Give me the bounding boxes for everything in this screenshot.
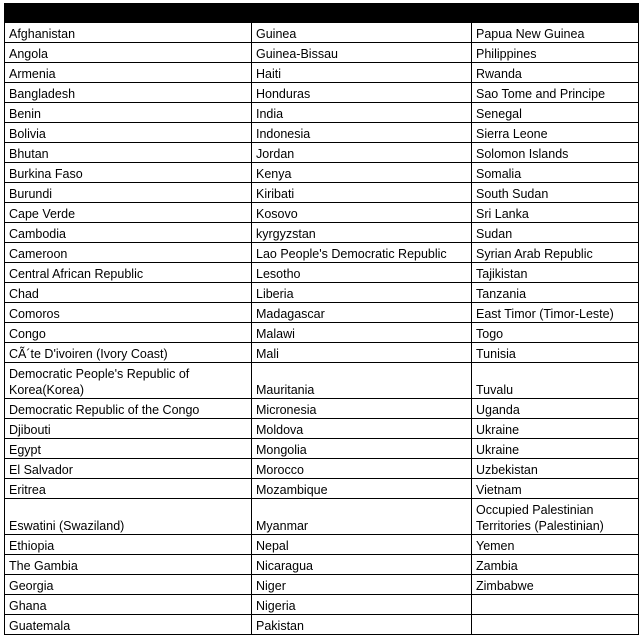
table-row bbox=[5, 243, 639, 263]
country-cell: Myanmar bbox=[252, 499, 472, 535]
table-row bbox=[5, 103, 639, 123]
country-cell: Niger bbox=[252, 575, 472, 595]
country-cell: Egypt bbox=[5, 439, 252, 459]
country-cell: Burundi bbox=[5, 183, 252, 203]
table-row bbox=[5, 535, 639, 555]
country-cell: Kiribati bbox=[252, 183, 472, 203]
table-row bbox=[5, 123, 639, 143]
country-cell: Bangladesh bbox=[5, 83, 252, 103]
table-row bbox=[5, 555, 639, 575]
country-cell: Djibouti bbox=[5, 419, 252, 439]
table-row bbox=[5, 499, 639, 535]
country-cell: Chad bbox=[5, 283, 252, 303]
table-row bbox=[5, 615, 639, 635]
country-cell: Democratic People's Republic of Korea(Korea) bbox=[5, 363, 252, 399]
table-body bbox=[5, 23, 639, 635]
country-cell bbox=[472, 615, 639, 635]
country-cell: Lao People's Democratic Republic bbox=[252, 243, 472, 263]
country-cell: El Salvador bbox=[5, 459, 252, 479]
country-cell: Guatemala bbox=[5, 615, 252, 635]
country-cell: Cambodia bbox=[5, 223, 252, 243]
country-cell: Malawi bbox=[252, 323, 472, 343]
country-cell: East Timor (Timor-Leste) bbox=[472, 303, 639, 323]
country-cell: Congo bbox=[5, 323, 252, 343]
table-row bbox=[5, 283, 639, 303]
country-cell: Haiti bbox=[252, 63, 472, 83]
table-row bbox=[5, 399, 639, 419]
country-cell: Burkina Faso bbox=[5, 163, 252, 183]
header-cell bbox=[252, 4, 472, 23]
country-cell: Philippines bbox=[472, 43, 639, 63]
country-cell: Ethiopia bbox=[5, 535, 252, 555]
country-cell: South Sudan bbox=[472, 183, 639, 203]
table-row bbox=[5, 23, 639, 43]
country-cell bbox=[472, 595, 639, 615]
country-cell: Togo bbox=[472, 323, 639, 343]
table-row bbox=[5, 343, 639, 363]
country-cell: Micronesia bbox=[252, 399, 472, 419]
country-cell: Nigeria bbox=[252, 595, 472, 615]
country-cell: Nicaragua bbox=[252, 555, 472, 575]
country-cell: Morocco bbox=[252, 459, 472, 479]
table-row bbox=[5, 363, 639, 399]
country-cell: Bhutan bbox=[5, 143, 252, 163]
country-cell: Kenya bbox=[252, 163, 472, 183]
country-cell: Cameroon bbox=[5, 243, 252, 263]
country-cell: Guinea bbox=[252, 23, 472, 43]
table-row bbox=[5, 303, 639, 323]
table-row bbox=[5, 479, 639, 499]
table-row bbox=[5, 83, 639, 103]
country-cell: Solomon Islands bbox=[472, 143, 639, 163]
country-cell: Mauritania bbox=[252, 363, 472, 399]
country-cell: Angola bbox=[5, 43, 252, 63]
country-cell: Papua New Guinea bbox=[472, 23, 639, 43]
country-cell: Democratic Republic of the Congo bbox=[5, 399, 252, 419]
country-cell: Tajikistan bbox=[472, 263, 639, 283]
country-cell: Lesotho bbox=[252, 263, 472, 283]
table-row bbox=[5, 223, 639, 243]
country-cell: Central African Republic bbox=[5, 263, 252, 283]
table-row bbox=[5, 419, 639, 439]
country-cell: Rwanda bbox=[472, 63, 639, 83]
country-cell: Honduras bbox=[252, 83, 472, 103]
country-cell: Yemen bbox=[472, 535, 639, 555]
country-cell: Moldova bbox=[252, 419, 472, 439]
country-cell: Liberia bbox=[252, 283, 472, 303]
table-row bbox=[5, 263, 639, 283]
country-cell: Bolivia bbox=[5, 123, 252, 143]
country-cell: Ghana bbox=[5, 595, 252, 615]
country-cell: Mali bbox=[252, 343, 472, 363]
table-header-row bbox=[5, 4, 639, 23]
table-row bbox=[5, 143, 639, 163]
country-cell: Uganda bbox=[472, 399, 639, 419]
country-cell: Ukraine bbox=[472, 439, 639, 459]
table-row bbox=[5, 183, 639, 203]
country-cell: Zimbabwe bbox=[472, 575, 639, 595]
country-cell: Madagascar bbox=[252, 303, 472, 323]
country-cell: Georgia bbox=[5, 575, 252, 595]
country-cell: Uzbekistan bbox=[472, 459, 639, 479]
country-cell: Sierra Leone bbox=[472, 123, 639, 143]
table-row bbox=[5, 595, 639, 615]
table-row bbox=[5, 323, 639, 343]
countries-table bbox=[4, 3, 639, 635]
country-cell: The Gambia bbox=[5, 555, 252, 575]
table-row bbox=[5, 163, 639, 183]
country-cell: Eritrea bbox=[5, 479, 252, 499]
country-cell: Mozambique bbox=[252, 479, 472, 499]
country-cell: Zambia bbox=[472, 555, 639, 575]
country-cell: Tunisia bbox=[472, 343, 639, 363]
table-row bbox=[5, 203, 639, 223]
country-cell: Occupied Palestinian Territories (Palestinian) bbox=[472, 499, 639, 535]
header-cell bbox=[5, 4, 252, 23]
country-cell: kyrgyzstan bbox=[252, 223, 472, 243]
country-cell: Syrian Arab Republic bbox=[472, 243, 639, 263]
country-cell: Mongolia bbox=[252, 439, 472, 459]
country-cell: Benin bbox=[5, 103, 252, 123]
country-cell: Tuvalu bbox=[472, 363, 639, 399]
country-cell: Nepal bbox=[252, 535, 472, 555]
table-row bbox=[5, 63, 639, 83]
country-cell: Somalia bbox=[472, 163, 639, 183]
country-cell: Kosovo bbox=[252, 203, 472, 223]
country-cell: India bbox=[252, 103, 472, 123]
country-cell: Senegal bbox=[472, 103, 639, 123]
country-cell: Guinea-Bissau bbox=[252, 43, 472, 63]
country-cell: Ukraine bbox=[472, 419, 639, 439]
country-cell: Indonesia bbox=[252, 123, 472, 143]
country-cell: Afghanistan bbox=[5, 23, 252, 43]
country-cell: Tanzania bbox=[472, 283, 639, 303]
country-cell: Sudan bbox=[472, 223, 639, 243]
country-cell: Pakistan bbox=[252, 615, 472, 635]
country-cell: Cape Verde bbox=[5, 203, 252, 223]
country-cell: Armenia bbox=[5, 63, 252, 83]
table-row bbox=[5, 439, 639, 459]
table-row bbox=[5, 459, 639, 479]
country-cell: CÃ´te D'ivoiren (Ivory Coast) bbox=[5, 343, 252, 363]
country-cell: Comoros bbox=[5, 303, 252, 323]
table-row bbox=[5, 43, 639, 63]
country-cell: Sri Lanka bbox=[472, 203, 639, 223]
country-cell: Sao Tome and Principe bbox=[472, 83, 639, 103]
country-cell: Vietnam bbox=[472, 479, 639, 499]
country-cell: Eswatini (Swaziland) bbox=[5, 499, 252, 535]
country-cell: Jordan bbox=[252, 143, 472, 163]
table-row bbox=[5, 575, 639, 595]
header-cell bbox=[472, 4, 639, 23]
